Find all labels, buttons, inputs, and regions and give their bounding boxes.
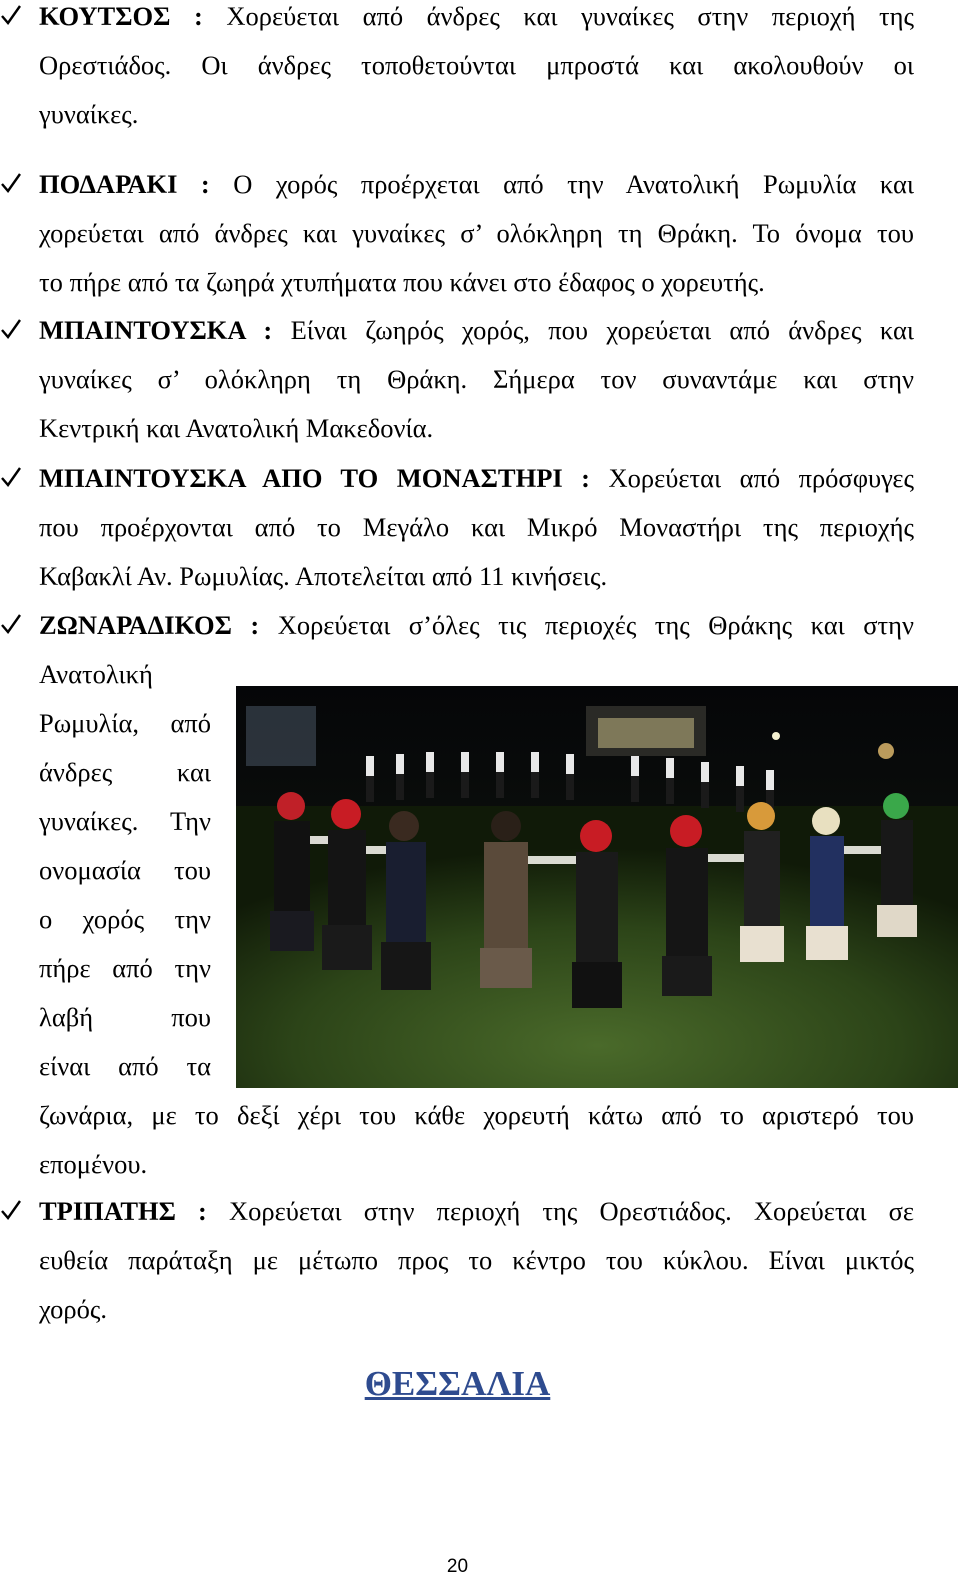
dance-entry-tripatis xyxy=(39,1187,914,1334)
entry-line: Ανατολική xyxy=(39,659,153,689)
dance-photo-icon xyxy=(236,686,958,1088)
entry-line: είναι από τα xyxy=(39,1051,211,1081)
entry-text: Ο χορός προέρχεται από την Ανατολική Ρωμυλία και xyxy=(209,169,914,199)
entry-line: Ρωμυλία, από xyxy=(39,708,211,738)
checkmark-icon xyxy=(0,1187,26,1236)
page-number: 20 xyxy=(446,1556,469,1577)
entry-line: γυναίκες σ’ ολόκληρη τη Θράκη. Σήμερα τον συναντάμε και στην xyxy=(39,364,914,394)
dance-name: ΚΟΥΤΣΟΣ : xyxy=(39,1,203,31)
entry-line xyxy=(39,601,914,650)
entry-line: που προέρχονται από το Μεγάλο και Μικρό Μοναστήρι της περιοχής xyxy=(39,512,914,542)
entry-line: επομένου. xyxy=(39,1149,148,1179)
dance-name: ΜΠΑΙΝΤΟΥΣΚΑ : xyxy=(39,315,273,345)
entry-text: Χορεύεται στην περιοχή της Ορεστιάδος. Χορεύεται σε xyxy=(206,1196,914,1226)
dance-entry-koutsos xyxy=(39,0,914,139)
dance-name: ΤΡΙΠΑΤΗΣ : xyxy=(39,1196,207,1226)
entry-line: χορεύεται από άνδρες και γυναίκες σ’ ολόκληρη τη Θράκη. Το όνομα του xyxy=(39,218,914,248)
checkmark-icon xyxy=(0,454,26,503)
entry-line: πήρε από την xyxy=(39,953,211,983)
checkmark-icon xyxy=(0,306,26,355)
entry-line: χορός. xyxy=(39,1294,108,1324)
entry-line: γυναίκες. xyxy=(39,99,139,129)
entry-line xyxy=(39,1187,914,1236)
dance-name: ΜΠΑΙΝΤΟΥΣΚΑ ΑΠΟ ΤΟ ΜΟΝΑΣΤΗΡΙ : xyxy=(39,463,591,493)
checkmark-icon xyxy=(0,160,26,209)
entry-text: Χορεύεται από πρόσφυγες xyxy=(590,463,914,493)
entry-line: Ορεστιάδος. Οι άνδρες τοποθετούνται μπροστά και ακολουθούν οι xyxy=(39,50,914,80)
entry-line: άνδρες και xyxy=(39,757,211,787)
entry-line: Καβακλί Αν. Ρωμυλίας. Αποτελείται από 11 κινήσεις. xyxy=(39,561,608,591)
entry-line xyxy=(39,0,914,41)
entry-text: Χορεύεται σ’όλες τις περιοχές της Θράκης και στην xyxy=(259,610,914,640)
entry-line xyxy=(39,306,914,355)
dance-name: ΖΩΝΑΡΑΔΙΚΟΣ : xyxy=(39,610,260,640)
checkmark-icon xyxy=(0,601,26,650)
entry-text: Είναι ζωηρός χορός, που χορεύεται από άνδρες και xyxy=(272,315,914,345)
entry-line: το πήρε από τα ζωηρά χτυπήματα που κάνει στο έδαφος ο χορευτής. xyxy=(39,267,765,297)
entry-line: ο χορός την xyxy=(39,904,211,934)
entry-text: Χορεύεται από άνδρες και γυναίκες στην περιοχή της xyxy=(202,1,914,31)
entry-line: ονομασία του xyxy=(39,855,211,885)
section-heading: ΘΕΣΣΑΛΙΑ xyxy=(364,1364,551,1403)
entry-line xyxy=(39,160,914,209)
checkmark-icon xyxy=(0,0,26,41)
entry-line: ευθεία παράταξη με μέτωπο προς το κέντρο του κύκλου. Είναι μικτός xyxy=(39,1245,914,1275)
dance-entry-baintouska-monastiri xyxy=(39,454,914,601)
dance-name: ΠΟΔΑΡΑΚΙ : xyxy=(39,169,210,199)
dance-entry-baintouska xyxy=(39,306,914,453)
entry-line xyxy=(39,454,914,503)
entry-line: λαβή που xyxy=(39,1002,211,1032)
dance-entry-podaraki xyxy=(39,160,914,307)
entry-line: γυναίκες. Την xyxy=(39,806,211,836)
entry-line: ζωνάρια, με το δεξί χέρι του κάθε χορευτή κάτω από το αριστερό του xyxy=(39,1100,914,1130)
entry-line: Κεντρική και Ανατολική Μακεδονία. xyxy=(39,413,434,443)
